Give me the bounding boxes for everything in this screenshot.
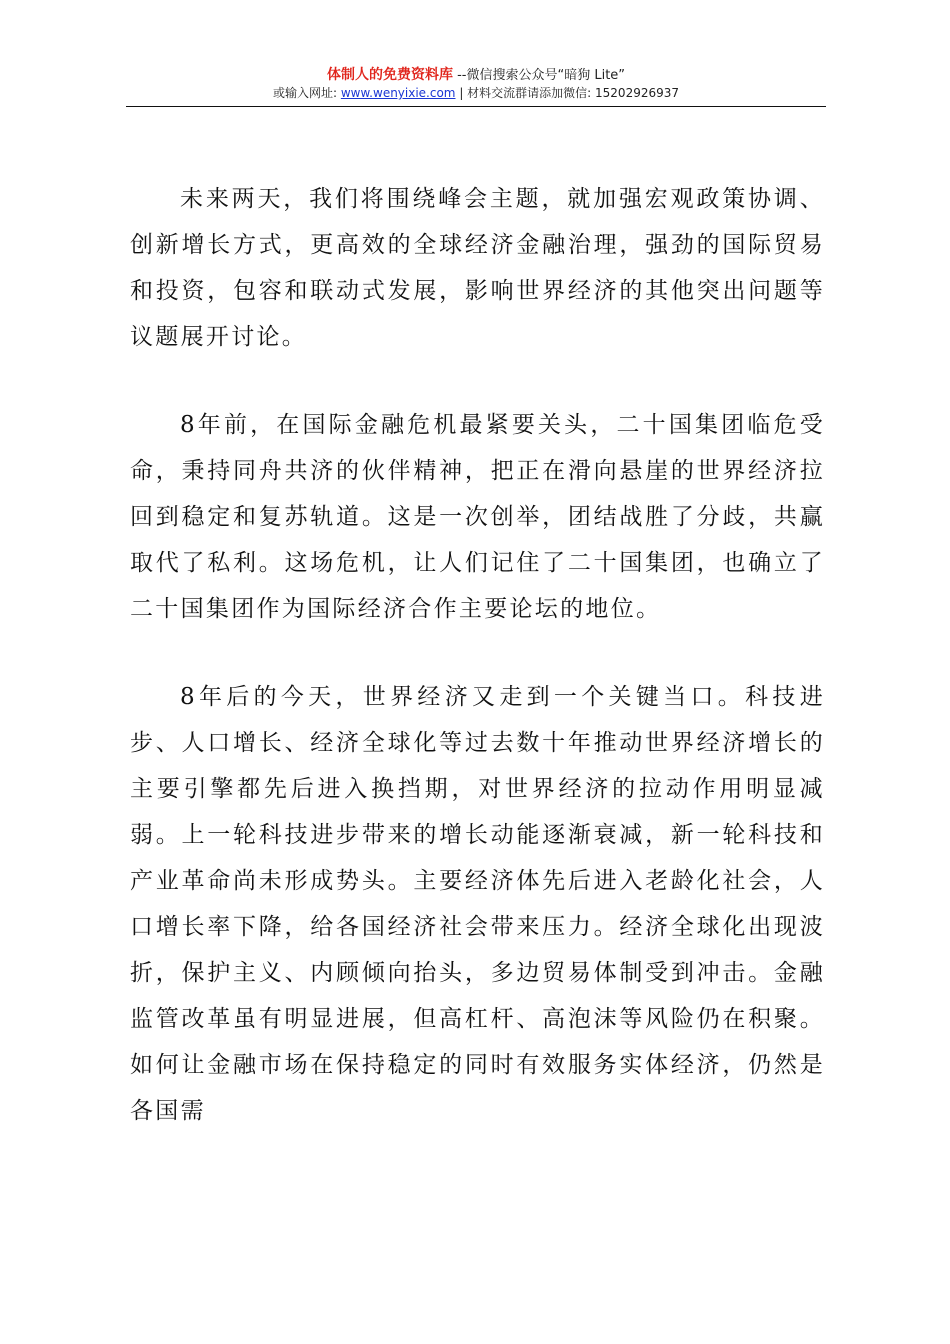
header-contact-line xyxy=(126,85,826,102)
paragraph: 未来两天，我们将围绕峰会主题，就加强宏观政策协调、创新增长方式，更高效的全球经济金融治理，强劲的国际贸易和投资，包容和联动式发展，影响世界经济的其他突出问题等议题展开讨论。 xyxy=(130,186,825,350)
brand-title: 体制人的免费资料库 xyxy=(326,67,453,83)
paragraph: 8年后的今天，世界经济又走到一个关键当口。科技进步、人口增长、经济全球化等过去数十年推动世界经济增长的主要引擎都先后进入换挡期，对世界经济的拉动作用明显减弱。上一轮科技进步带来的增长动能逐渐衰减，新一轮科技和产业革命尚未形成势头。主要经济体先后进入老龄化社会，人口增长率下降，给各国经济社会带来压力。经济全球化出现波折，保护主义、内顾倾向抬头，多边贸易体制受到冲击。金融监管改革虽有明显进展，但高杠杆、高泡沫等风险仍在积聚。如何让金融市场在保持稳定的同时有效服务实体经济，仍然是各国需 xyxy=(130,684,825,1124)
page-header xyxy=(126,66,826,102)
website-link[interactable]: www.wenyixie.com xyxy=(340,86,456,100)
header-title-line xyxy=(126,66,826,85)
contact-text: | 材料交流群请添加微信: 15202926937 xyxy=(455,86,680,100)
header-divider xyxy=(126,106,826,107)
url-prefix: 或输入网址: xyxy=(272,86,341,100)
document-body xyxy=(130,176,825,1176)
header-slogan: --微信搜索公众号“暗狗 Lite” xyxy=(452,68,626,83)
paragraph: 8年前，在国际金融危机最紧要关头，二十国集团临危受命，秉持同舟共济的伙伴精神，把正在滑向悬崖的世界经济拉回到稳定和复苏轨道。这是一次创举，团结战胜了分歧，共赢取代了私利。这场危机，让人们记住了二十国集团，也确立了二十国集团作为国际经济合作主要论坛的地位。 xyxy=(130,412,825,622)
